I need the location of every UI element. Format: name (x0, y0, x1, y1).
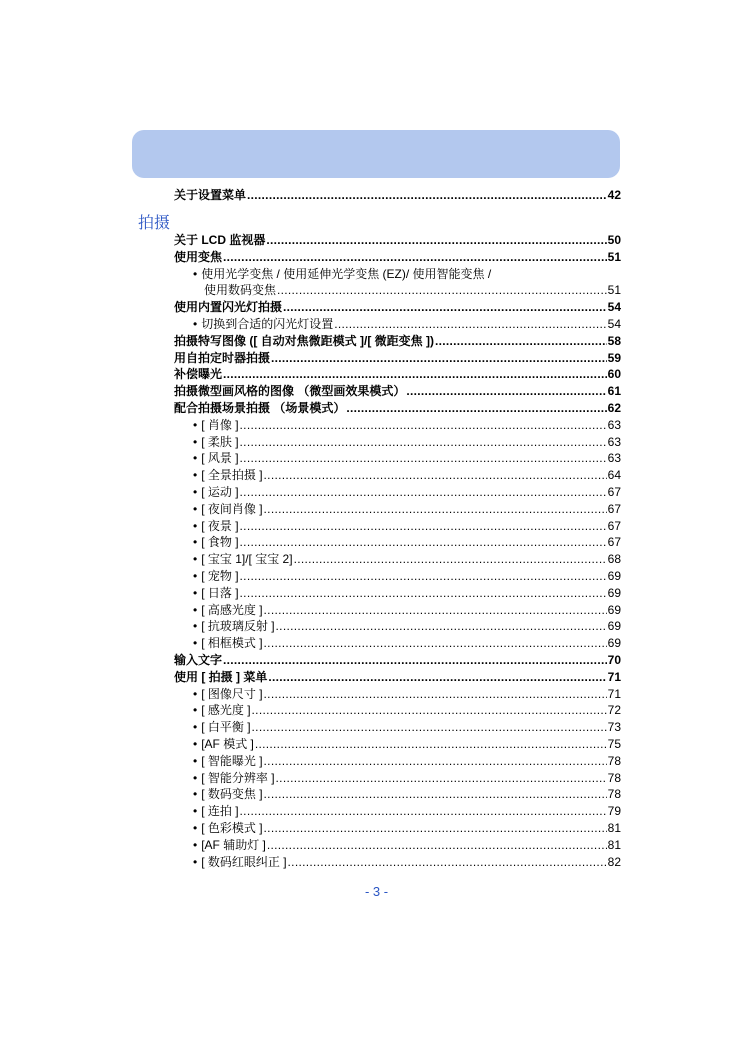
toc-entry[interactable] (193, 416, 621, 432)
toc-entry[interactable] (193, 517, 621, 533)
toc-entry-label: 输入文字 (174, 653, 223, 667)
toc-leader-dots (264, 468, 607, 482)
toc-entry-page: 67 (607, 518, 621, 533)
toc-entry-label: 关于设置菜单 (174, 188, 247, 202)
toc-entry[interactable] (174, 365, 621, 381)
toc-entry-page: 71 (607, 669, 621, 684)
toc-entry-page: 67 (607, 501, 621, 516)
toc-entry[interactable] (174, 399, 621, 415)
toc-entry-page: 63 (607, 434, 621, 449)
toc-leader-dots (267, 838, 607, 852)
toc-entry-page: 71 (607, 686, 621, 701)
toc-leader-dots (268, 670, 606, 684)
toc-entry[interactable] (193, 752, 621, 768)
toc-entry-label: [ 高感光度 ] (201, 602, 263, 617)
toc-entry-page: 51 (607, 283, 621, 298)
toc-leader-dots (334, 317, 606, 331)
toc-entry-label: 使用变焦 (174, 249, 223, 264)
toc-leader-dots (240, 485, 607, 499)
toc-leader-dots (240, 435, 607, 449)
toc-entry-page: 61 (607, 384, 621, 399)
toc-entry[interactable] (193, 802, 621, 818)
toc-entry[interactable] (193, 265, 621, 281)
toc-entry-page: 62 (607, 401, 621, 415)
toc-entry[interactable] (193, 500, 621, 516)
toc-leader-dots (240, 451, 607, 465)
toc-leader-dots (264, 603, 607, 617)
bullet-icon: • (193, 317, 198, 331)
toc-leader-dots (247, 188, 607, 202)
toc-entry-page: 73 (607, 720, 621, 735)
toc-entry-label: 使用光学变焦 / 使用延伸光学变焦 (EZ)/ 使用智能变焦 / (201, 266, 492, 281)
toc-entry-page: 82 (607, 854, 621, 869)
toc-entry[interactable] (174, 668, 621, 684)
toc-leader-dots (283, 300, 607, 314)
toc-leader-dots (264, 636, 607, 650)
toc-entry-page: 78 (607, 753, 621, 768)
bullet-icon: • (193, 787, 198, 802)
bullet-icon: • (193, 686, 198, 701)
toc-entry-label: [ 运动 ] (201, 485, 239, 499)
bullet-icon: • (193, 569, 198, 583)
bullet-icon: • (193, 266, 198, 281)
toc-leader-dots (266, 233, 606, 247)
toc-entry-label: 使用 [ 拍摄 ] 菜单 (174, 669, 268, 684)
toc-leader-dots (264, 787, 607, 801)
bullet-icon: • (193, 451, 198, 466)
toc-entry-label: 用自拍定时器拍摄 (174, 350, 271, 365)
toc-entry-label: 关于 LCD 监视器 (174, 233, 266, 247)
toc-leader-dots (276, 771, 607, 785)
toc-entry[interactable] (193, 483, 621, 499)
toc-leader-dots (240, 519, 607, 533)
toc-entry-label: 拍摄微型画风格的图像 （微型画效果模式） (174, 384, 406, 399)
toc-leader-dots (252, 720, 607, 734)
toc-leader-dots (271, 351, 607, 365)
toc-entry-page: 51 (607, 249, 621, 264)
toc-entry-label: 拍摄特写图像 ([ 自动对焦微距模式 ]/[ 微距变焦 ]) (174, 333, 434, 348)
toc-entry[interactable] (193, 819, 621, 835)
toc-entry-label: [ 色彩模式 ] (201, 821, 263, 835)
toc-entry-page: 78 (607, 787, 621, 802)
bullet-icon: • (193, 485, 198, 499)
bullet-icon: • (193, 602, 198, 617)
toc-entry-label: [ 智能分辨率 ] (201, 770, 275, 785)
toc-entry[interactable] (193, 769, 621, 785)
bullet-icon: • (193, 804, 198, 819)
toc-leader-dots (240, 804, 607, 818)
toc-leader-dots (223, 653, 607, 667)
toc-leader-dots (406, 384, 606, 398)
toc-leader-dots (240, 535, 607, 549)
toc-entry-label: [ 图像尺寸 ] (201, 686, 263, 701)
toc-entry-page: 69 (607, 585, 621, 600)
toc-entry[interactable] (174, 332, 621, 348)
toc-leader-dots (435, 334, 607, 348)
toc-entry-label: [ 全景拍摄 ] (201, 468, 263, 483)
bullet-icon: • (193, 585, 198, 600)
header-banner (132, 130, 620, 178)
toc-entry-label: [ 风景 ] (201, 451, 239, 466)
toc-entry-page: 69 (607, 602, 621, 617)
toc-entry-label: [ 宠物 ] (201, 569, 239, 583)
toc-entry-page: 63 (607, 417, 621, 432)
toc-entry-page: 54 (607, 300, 621, 315)
bullet-icon: • (193, 720, 198, 735)
toc-entry[interactable] (174, 349, 621, 365)
toc-leader-dots (264, 754, 607, 768)
bullet-icon: • (193, 753, 198, 768)
toc-entry[interactable] (174, 298, 621, 314)
toc-entry-page: 68 (607, 552, 621, 567)
toc-entry[interactable] (193, 785, 621, 801)
toc-entry[interactable] (193, 836, 621, 852)
toc-entry[interactable] (193, 584, 621, 600)
toc-leader-dots (264, 687, 607, 701)
toc-entry-page: 63 (607, 451, 621, 466)
toc-entry-label: [ 夜景 ] (201, 518, 239, 533)
toc-entry-page: 50 (607, 233, 621, 247)
toc-entry[interactable] (193, 735, 621, 751)
toc-leader-dots (255, 737, 607, 751)
section-title: 拍摄 (138, 213, 171, 232)
bullet-icon: • (193, 636, 198, 651)
toc-entry-label: [ 数码变焦 ] (201, 787, 263, 802)
toc-entry[interactable] (193, 550, 621, 566)
bullet-icon: • (193, 417, 198, 432)
bullet-icon: • (193, 518, 198, 533)
bullet-icon: • (193, 434, 198, 449)
toc-entry[interactable] (193, 853, 621, 869)
bullet-icon: • (193, 552, 198, 567)
page-number: - 3 - (364, 884, 389, 899)
toc-entry-label: [AF 辅助灯 ] (201, 837, 266, 852)
toc-entry-page: 78 (607, 770, 621, 785)
toc-leader-dots (264, 821, 607, 835)
toc-entry-page: 54 (607, 317, 621, 331)
toc-entry-label: [ 肖像 ] (201, 417, 239, 432)
toc-entry-label: [ 食物 ] (201, 535, 239, 550)
toc-entry-page: 64 (607, 468, 621, 483)
toc-entry-page: 60 (607, 367, 621, 382)
toc-entry-label: [ 夜间肖像 ] (201, 501, 263, 516)
toc-leader-dots (240, 586, 607, 600)
toc-entry[interactable] (193, 617, 621, 633)
toc-entry-label: [ 数码红眼纠正 ] (201, 854, 287, 869)
toc-leader-dots (240, 569, 607, 583)
toc-entry-page: 81 (607, 821, 621, 835)
toc-entry-page: 67 (607, 535, 621, 550)
toc-entry[interactable] (174, 186, 621, 202)
toc-entry-label: [ 日落 ] (201, 585, 239, 600)
toc-entry-page: 59 (607, 350, 621, 365)
toc-entry[interactable] (193, 533, 621, 549)
toc-entry-page: 67 (607, 485, 621, 499)
toc-entry-label: [ 白平衡 ] (201, 720, 251, 735)
bullet-icon: • (193, 854, 198, 869)
toc-leader-dots (252, 703, 607, 717)
toc-entry-label: [ 连拍 ] (201, 804, 239, 819)
toc-entry-label: 补偿曝光 (174, 367, 223, 382)
toc-leader-dots (276, 619, 607, 633)
bullet-icon: • (193, 703, 198, 718)
bullet-icon: • (193, 837, 198, 852)
toc-leader-dots (277, 283, 607, 297)
toc-leader-dots (264, 502, 607, 516)
bullet-icon: • (193, 821, 198, 835)
bullet-icon: • (193, 619, 198, 634)
toc-leader-dots (223, 367, 607, 381)
bullet-icon: • (193, 535, 198, 550)
toc-entry-page: 58 (607, 333, 621, 348)
toc-entry[interactable] (174, 651, 621, 667)
toc-entry[interactable] (193, 685, 621, 701)
toc-entry-label: [ 宝宝 1]/[ 宝宝 2] (201, 552, 293, 567)
toc-entry-page: 79 (607, 804, 621, 819)
toc-entry-label: [ 相框模式 ] (201, 636, 263, 651)
toc-entry[interactable] (204, 281, 621, 297)
toc-entry-label: 配合拍摄场景拍摄 （场景模式） (174, 401, 346, 415)
toc-entry[interactable] (193, 601, 621, 617)
toc-entry-page: 69 (607, 636, 621, 651)
toc-entry-page: 69 (607, 569, 621, 583)
toc-entry-label: [ 抗玻璃反射 ] (201, 619, 275, 634)
toc-entry[interactable] (193, 701, 621, 717)
toc-entry-label: [ 智能曝光 ] (201, 753, 263, 768)
bullet-icon: • (193, 468, 198, 483)
toc-entry-label: 切换到合适的闪光灯设置 (201, 317, 334, 331)
toc-entry[interactable] (174, 248, 621, 264)
bullet-icon: • (193, 737, 198, 751)
toc-leader-dots (223, 250, 607, 264)
toc-leader-dots (346, 401, 606, 415)
toc-leader-dots (240, 418, 607, 432)
toc-entry-label: [AF 模式 ] (201, 737, 254, 751)
bullet-icon: • (193, 770, 198, 785)
toc-entry-label: 使用数码变焦 (204, 283, 277, 298)
toc-entry[interactable] (174, 231, 621, 247)
toc-entry[interactable] (174, 382, 621, 398)
toc-entry-label: [ 感光度 ] (201, 703, 251, 718)
toc-entry-page: 42 (607, 188, 621, 202)
toc-entry-page: 72 (607, 703, 621, 718)
bullet-icon: • (193, 501, 198, 516)
toc-entry-page: 81 (607, 837, 621, 852)
toc-entry[interactable] (193, 718, 621, 734)
toc-entry-label: 使用内置闪光灯拍摄 (174, 300, 283, 315)
toc-entry-page: 75 (607, 737, 621, 751)
toc-entry[interactable] (193, 315, 621, 331)
toc-leader-dots (288, 855, 607, 869)
toc-entry-page: 70 (607, 653, 621, 667)
toc-entry[interactable] (193, 433, 621, 449)
toc-entry-page: 69 (607, 619, 621, 634)
toc-leader-dots (294, 552, 607, 566)
toc-entry[interactable] (193, 449, 621, 465)
toc-entry[interactable] (193, 634, 621, 650)
toc-entry[interactable] (193, 466, 621, 482)
toc-entry-label: [ 柔肤 ] (201, 434, 239, 449)
toc-entry[interactable] (193, 567, 621, 583)
